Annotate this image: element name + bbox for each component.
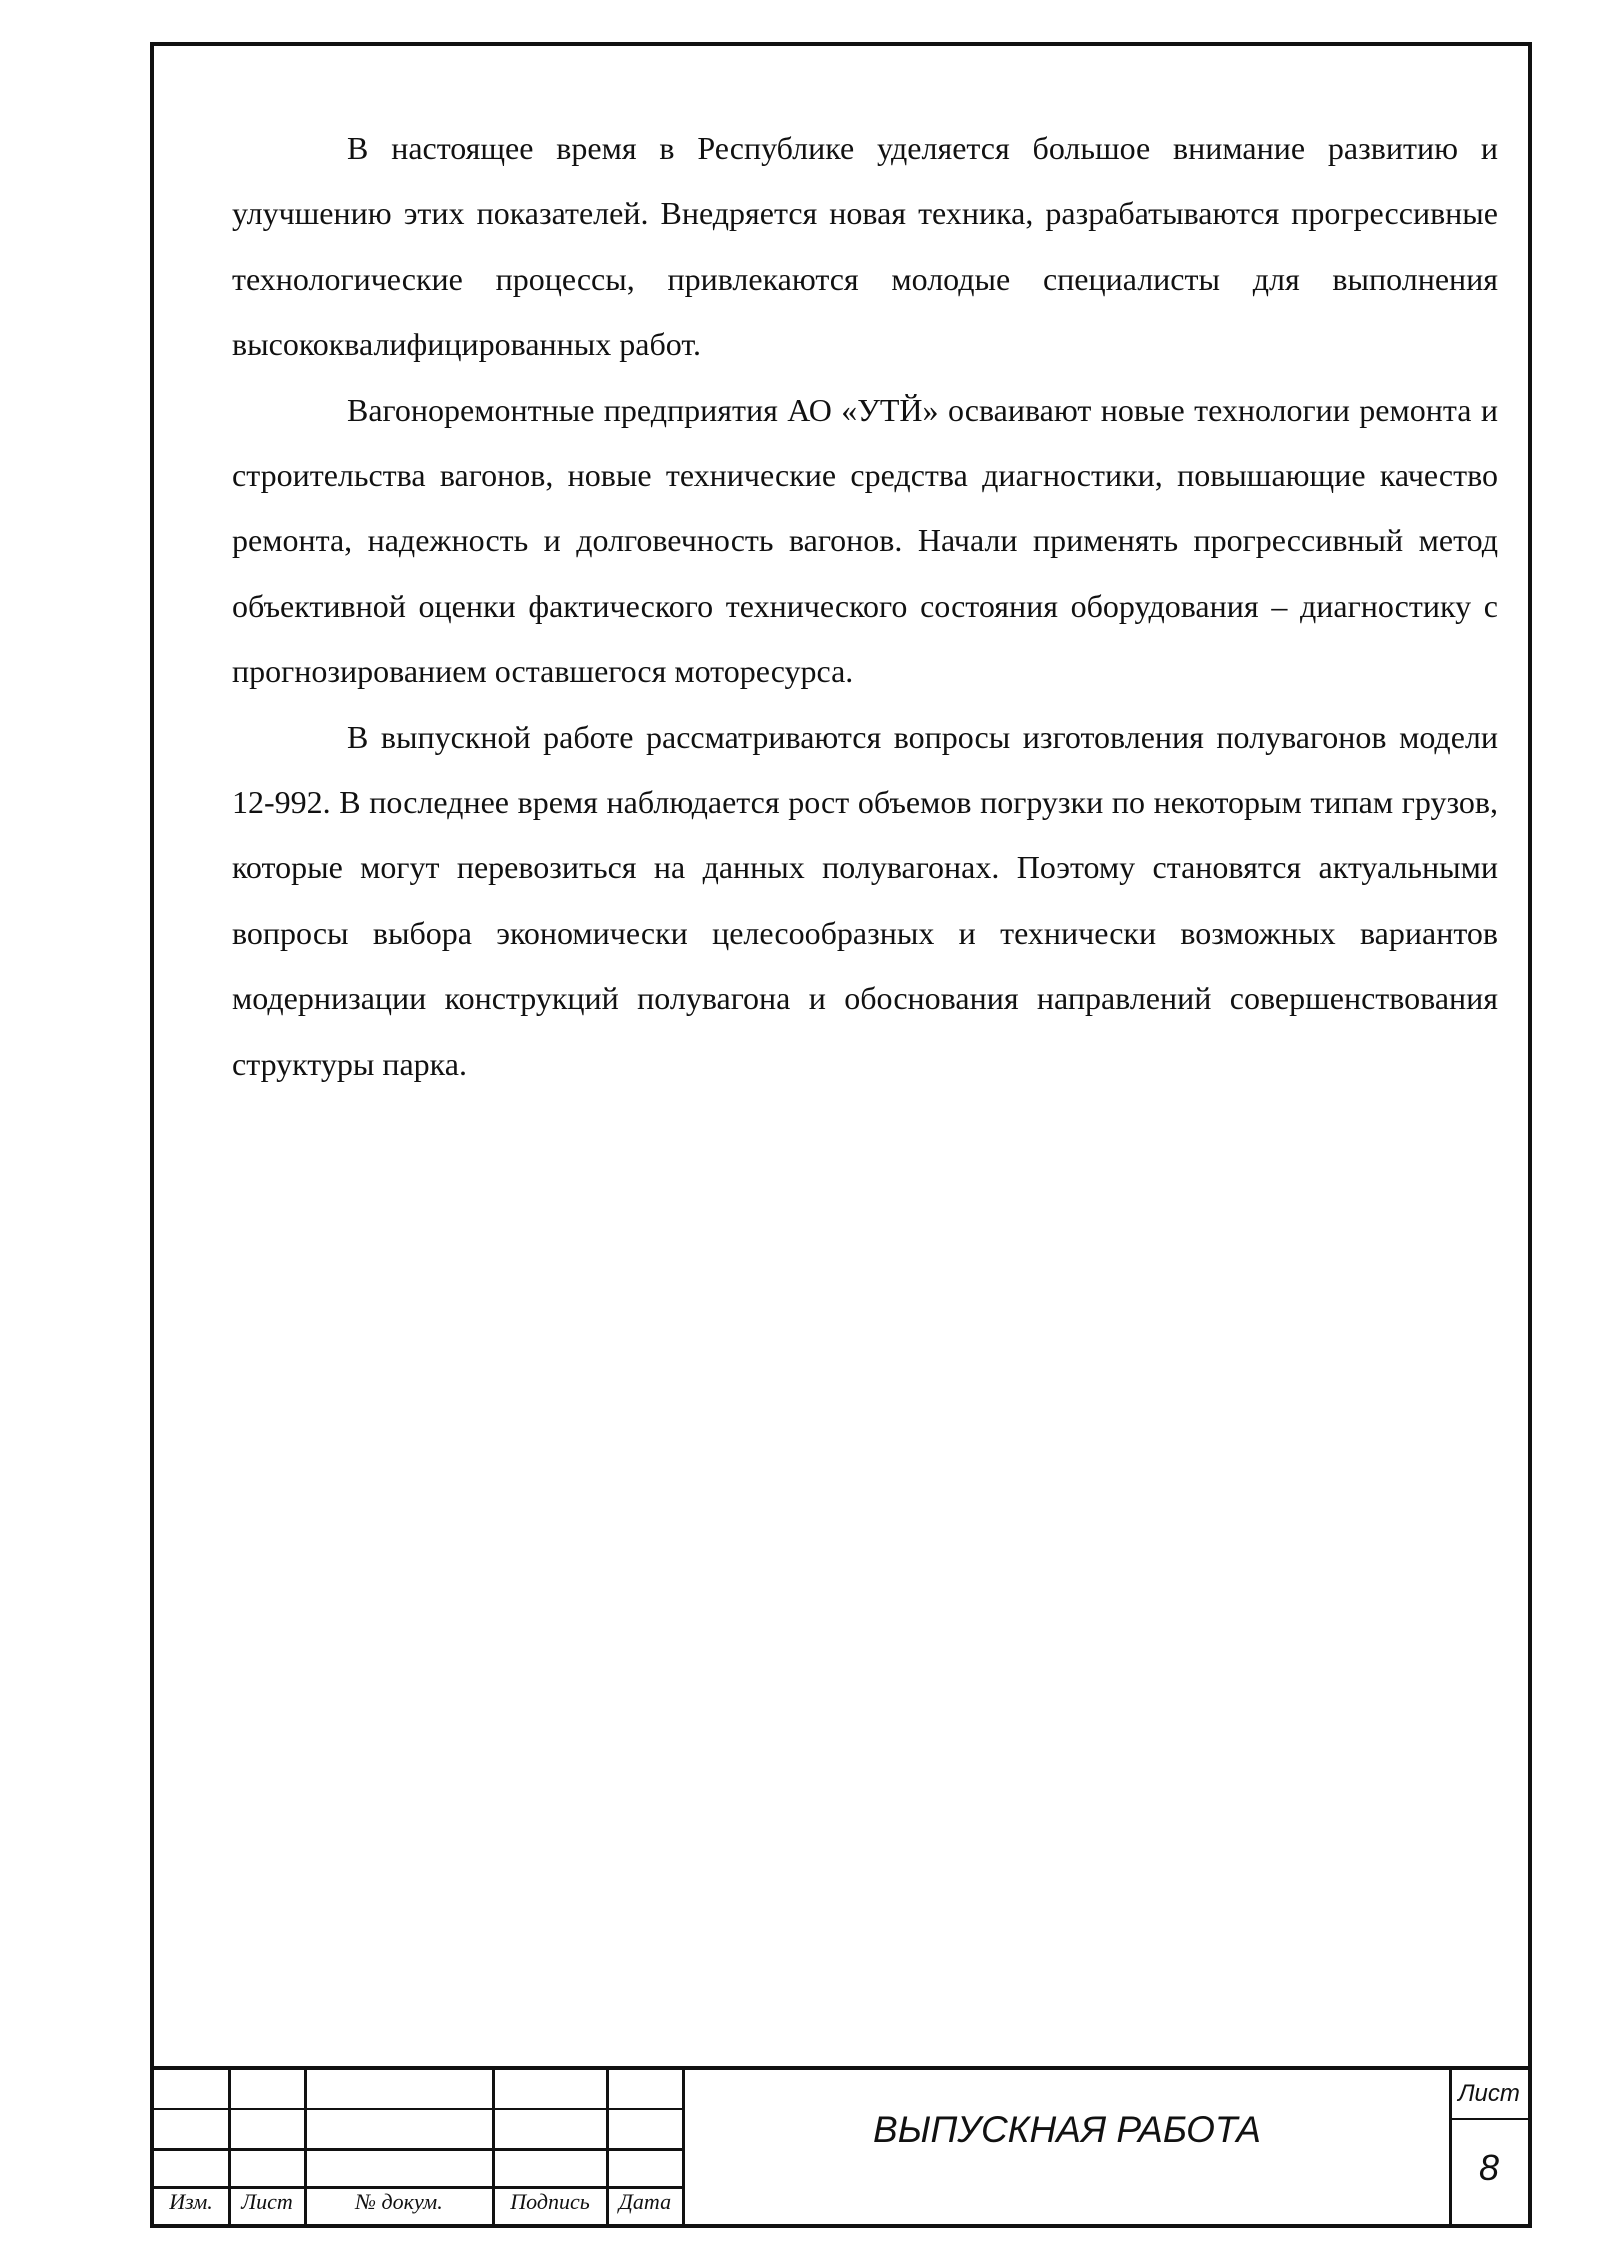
paragraph-1: В настоящее время в Республике уделяется большое внимание развитию и улучшению этих показателей. Внедряется новая техника, разрабатываются прогрессивные технологические процессы, привлекаются молодые специалисты для выполнения высококвалифицированных работ.: [232, 130, 1498, 363]
page-frame: [150, 42, 1532, 2228]
stamp-row-line: [154, 2148, 684, 2151]
paragraph-3: В выпускной работе рассматриваются вопросы изготовления полувагонов модели 12-992. В последнее время наблюдается рост объемов погрузки по некоторым типам грузов, которые могут перевозиться на данных полувагонах. Поэтому становятся актуальными вопросы выбора экономически целесообразных и технически возможных вариантов модернизации конструкций полувагона и обоснования направлений совершенствования структуры парка.: [232, 718, 1498, 1082]
stamp-row-line: [154, 2108, 684, 2110]
col-label-sheet: Лист: [241, 2189, 293, 2214]
sheet-number: 8: [1478, 2147, 1500, 2188]
col-label-date: Дата: [618, 2189, 672, 2214]
title-block: [154, 2066, 1528, 2224]
sheet-label: Лист: [1458, 2080, 1520, 2107]
col-label-signature: Подпись: [510, 2189, 590, 2214]
document-body: [232, 116, 1498, 1097]
col-label-doc-number: № докум.: [355, 2189, 443, 2214]
sheet-cell-line: [1450, 2118, 1528, 2120]
document-title: ВЫПУСКНАЯ РАБОТА: [873, 2109, 1261, 2150]
paragraph-2: Вагоноремонтные предприятия АО «УТЙ» осваивают новые технологии ремонта и строительства вагонов, новые технические средства диагностики, повышающие качество ремонта, надежность и долговечность вагонов. Начали применять прогрессивный метод объективной оценки фактического технического состояния оборудования – диагностику с прогнозированием оставшегося моторесурса.: [232, 391, 1498, 690]
col-label-change: Изм.: [169, 2189, 213, 2214]
